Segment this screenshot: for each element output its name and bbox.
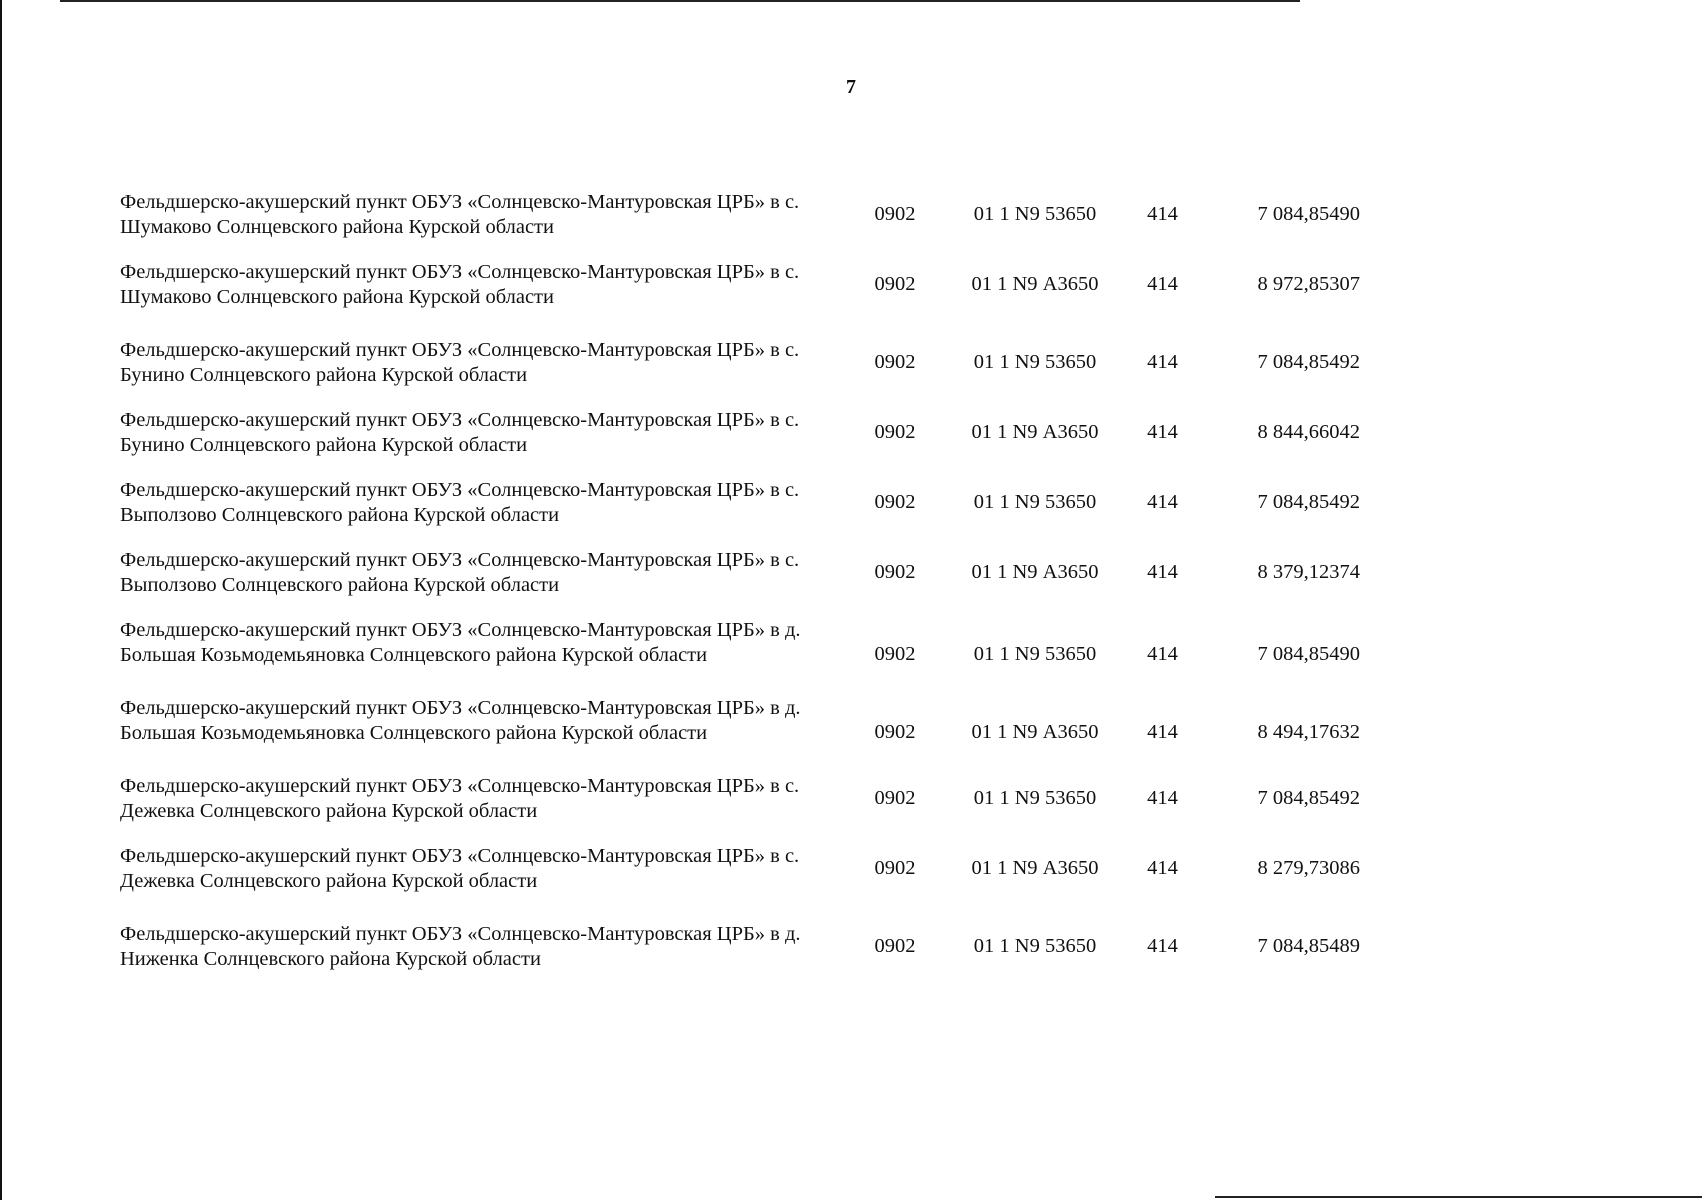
facility-description: Фельдшерско-акушерский пункт ОБУЗ «Солнцевско-Мантуровская ЦРБ» в с. Шумаково Солнцевского района Курской области: [120, 261, 800, 308]
section-code: 0902: [874, 857, 916, 879]
target-article-code: 01 1 N9 А3650: [971, 721, 1099, 743]
expense-type-code: 414: [1147, 857, 1178, 879]
facility-description: Фельдшерско-акушерский пункт ОБУЗ «Солнцевско-Мантуровская ЦРБ» в с. Выползово Солнцевского района Курской области: [120, 549, 800, 596]
amount-value: 7 084,85490: [1257, 203, 1360, 225]
table-row: [120, 696, 1360, 774]
table-row: [120, 548, 1360, 618]
amount-value: 7 084,85492: [1257, 351, 1360, 373]
expense-type-code: 414: [1147, 787, 1178, 809]
target-article-code: 01 1 N9 53650: [973, 203, 1097, 225]
expense-type-code: 414: [1147, 561, 1178, 583]
amount-value: 8 379,12374: [1257, 561, 1360, 583]
amount-value: 7 084,85489: [1257, 935, 1360, 957]
budget-table: [120, 190, 1360, 992]
facility-description: Фельдшерско-акушерский пункт ОБУЗ «Солнцевско-Мантуровская ЦРБ» в с. Выползово Солнцевского района Курской области: [120, 479, 800, 526]
target-article-code: 01 1 N9 53650: [973, 643, 1097, 665]
section-code: 0902: [874, 787, 916, 809]
section-code: 0902: [874, 273, 916, 295]
section-code: 0902: [874, 491, 916, 513]
scan-border-left: [0, 0, 2, 1200]
amount-value: 7 084,85492: [1257, 787, 1360, 809]
facility-description: Фельдшерско-акушерский пункт ОБУЗ «Солнцевско-Мантуровская ЦРБ» в д. Большая Козьмодемьяновка Солнцевского района Курской области: [120, 619, 801, 666]
target-article-code: 01 1 N9 53650: [973, 491, 1097, 513]
scan-border-bottom: [1215, 1196, 1702, 1198]
section-code: 0902: [874, 561, 916, 583]
target-article-code: 01 1 N9 53650: [973, 351, 1097, 373]
facility-description: Фельдшерско-акушерский пункт ОБУЗ «Солнцевско-Мантуровская ЦРБ» в с. Бунино Солнцевского района Курской области: [120, 409, 800, 456]
expense-type-code: 414: [1147, 935, 1178, 957]
facility-description: Фельдшерско-акушерский пункт ОБУЗ «Солнцевско-Мантуровская ЦРБ» в с. Бунино Солнцевского района Курской области: [120, 339, 800, 386]
amount-value: 7 084,85490: [1257, 643, 1360, 665]
section-code: 0902: [874, 421, 916, 443]
target-article-code: 01 1 N9 А3650: [971, 421, 1099, 443]
facility-description: Фельдшерско-акушерский пункт ОБУЗ «Солнцевско-Мантуровская ЦРБ» в с. Дежевка Солнцевского района Курской области: [120, 775, 800, 822]
facility-description: Фельдшерско-акушерский пункт ОБУЗ «Солнцевско-Мантуровская ЦРБ» в д. Ниженка Солнцевского района Курской области: [120, 923, 801, 970]
expense-type-code: 414: [1147, 351, 1178, 373]
table-row: [120, 478, 1360, 548]
amount-value: 8 972,85307: [1257, 273, 1360, 295]
target-article-code: 01 1 N9 А3650: [971, 273, 1099, 295]
expense-type-code: 414: [1147, 421, 1178, 443]
expense-type-code: 414: [1147, 721, 1178, 743]
table-row: [120, 774, 1360, 844]
target-article-code: 01 1 N9 53650: [973, 787, 1097, 809]
facility-description: Фельдшерско-акушерский пункт ОБУЗ «Солнцевско-Мантуровская ЦРБ» в д. Большая Козьмодемьяновка Солнцевского района Курской области: [120, 697, 801, 744]
expense-type-code: 414: [1147, 491, 1178, 513]
section-code: 0902: [874, 721, 916, 743]
table-row: [120, 844, 1360, 922]
expense-type-code: 414: [1147, 643, 1178, 665]
table-row: [120, 618, 1360, 696]
expense-type-code: 414: [1147, 203, 1178, 225]
expense-type-code: 414: [1147, 273, 1178, 295]
table-row: [120, 190, 1360, 260]
section-code: 0902: [874, 351, 916, 373]
section-code: 0902: [874, 935, 916, 957]
scan-border-top: [60, 0, 1300, 2]
amount-value: 8 844,66042: [1257, 421, 1360, 443]
page-number: 7: [846, 76, 856, 98]
section-code: 0902: [874, 643, 916, 665]
amount-value: 7 084,85492: [1257, 491, 1360, 513]
facility-description: Фельдшерско-акушерский пункт ОБУЗ «Солнцевско-Мантуровская ЦРБ» в с. Дежевка Солнцевского района Курской области: [120, 845, 800, 892]
target-article-code: 01 1 N9 53650: [973, 935, 1097, 957]
table-row: [120, 922, 1360, 992]
table-row: [120, 260, 1360, 338]
amount-value: 8 494,17632: [1257, 721, 1360, 743]
table-row: [120, 408, 1360, 478]
amount-value: 8 279,73086: [1257, 857, 1360, 879]
target-article-code: 01 1 N9 А3650: [971, 561, 1099, 583]
section-code: 0902: [874, 203, 916, 225]
table-row: [120, 338, 1360, 408]
target-article-code: 01 1 N9 А3650: [971, 857, 1099, 879]
facility-description: Фельдшерско-акушерский пункт ОБУЗ «Солнцевско-Мантуровская ЦРБ» в с. Шумаково Солнцевского района Курской области: [120, 191, 800, 238]
